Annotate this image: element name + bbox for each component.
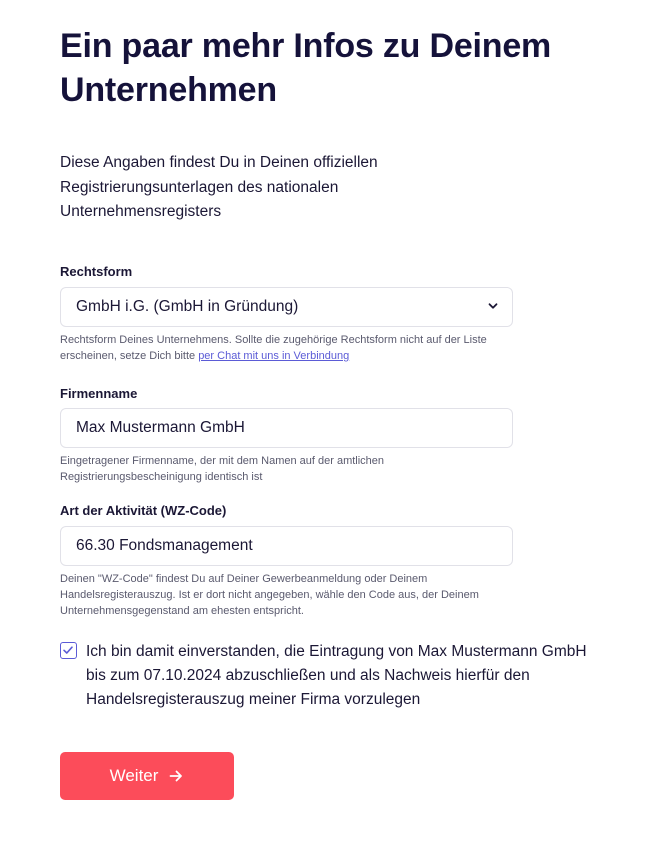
legal-form-value: GmbH i.G. (GmbH in Gründung) (76, 298, 299, 315)
page-title: Ein paar mehr Infos zu Deinem Unternehmen (60, 27, 552, 109)
legal-form-hint-text: Rechtsform Deines Unternehmens. Sollte die zugehörige Rechtsform nicht auf der Liste erscheinen, setze Dich bitte (60, 334, 487, 362)
check-icon (62, 644, 74, 656)
intro-text: Diese Angaben findest Du in Deinen offiziellen Registrierungsunterlagen des nationalen Unternehmensregisters (60, 154, 378, 220)
company-name-value: Max Mustermann GmbH (76, 419, 245, 436)
chevron-down-icon (488, 301, 498, 311)
company-name-hint: Eingetragener Firmenname, der mit dem Namen auf der amtlichen Registrierungsbescheinigung identisch ist (60, 455, 385, 483)
company-name-label: Firmenname (60, 386, 138, 401)
legal-form-hint (60, 332, 520, 364)
consent-text: Ich bin damit einverstanden, die Eintragung von Max Mustermann GmbH bis zum 07.10.2024 abzuschließen und als Nachweis hierfür den Handelsregisterauszug meiner Firma vorzulegen (86, 643, 587, 708)
consent-checkbox[interactable] (60, 642, 77, 659)
activity-label: Art der Aktivität (WZ-Code) (60, 503, 227, 518)
continue-button[interactable] (60, 752, 234, 800)
activity-value: 66.30 Fondsmanagement (76, 537, 253, 554)
chat-link[interactable]: per Chat mit uns in Verbindung (198, 350, 350, 362)
legal-form-select[interactable] (60, 287, 513, 327)
legal-form-label: Rechtsform (60, 264, 133, 279)
continue-button-label: Weiter (109, 766, 159, 785)
company-name-input[interactable] (60, 408, 513, 448)
activity-input[interactable] (60, 526, 513, 566)
arrow-right-icon (168, 768, 184, 784)
activity-hint: Deinen "WZ-Code" findest Du auf Deiner Gewerbeanmeldung oder Deinem Handelsregisterauszug. Ist er dort nicht angegeben, wähle den Code aus, der Deinem Unternehmensgegenstand am ehesten entspricht. (60, 573, 479, 617)
